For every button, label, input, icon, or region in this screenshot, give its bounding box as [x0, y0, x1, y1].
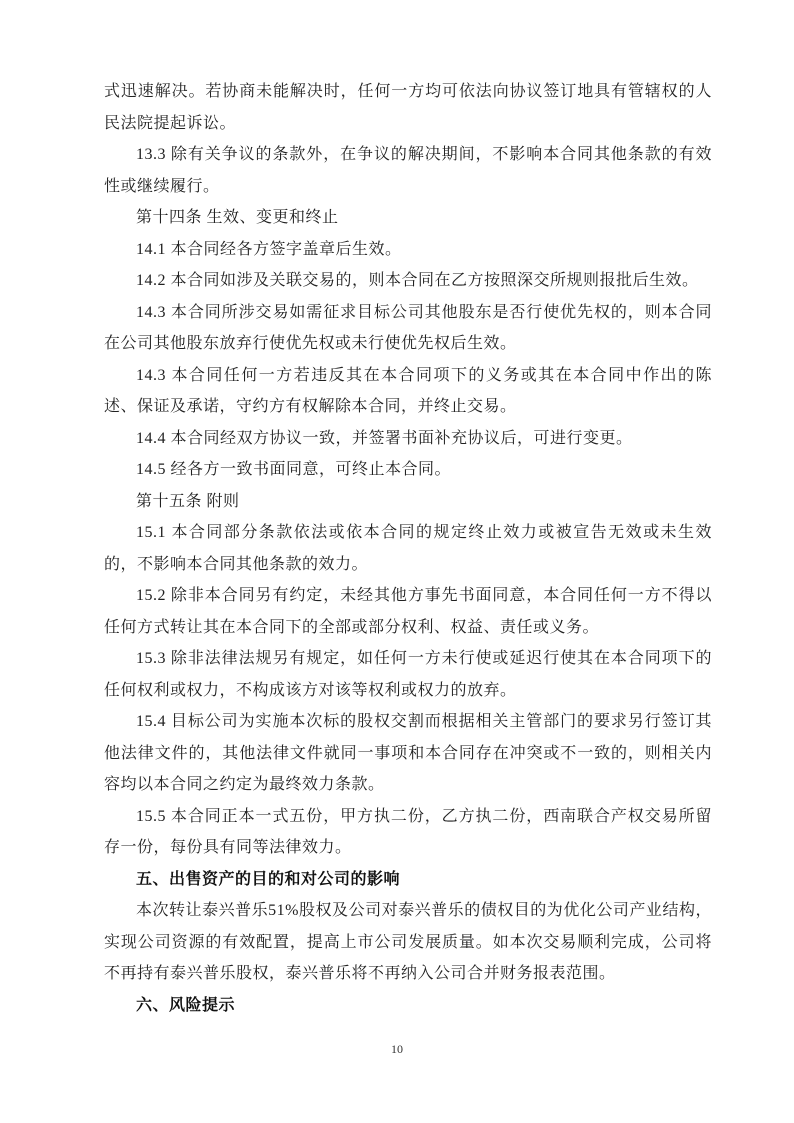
paragraph: 第十四条 生效、变更和终止 [136, 209, 339, 226]
paragraph: 14.3 本合同任何一方若违反其在本合同项下的义务或其在本合同中作出的陈述、保证及承诺，守约方有权解除本合同，并终止交易。 [104, 366, 712, 415]
paragraph: 式迅速解决。若协商未能解决时，任何一方均可依法向协议签订地具有管辖权的人民法院提起诉讼。 [104, 83, 712, 132]
paragraph: 15.5 本合同正本一式五份，甲方执二份，乙方执二份，西南联合产权交易所留存一份，每份具有同等法律效力。 [104, 807, 712, 856]
paragraph: 14.3 本合同所涉交易如需征求目标公司其他股东是否行使优先权的，则本合同在公司其他股东放弃行使优先权或未行使优先权后生效。 [104, 303, 712, 352]
paragraph: 15.3 除非法律法规另有规定，如任何一方未行使或延迟行使其在本合同项下的任何权利或权力，不构成该方对该等权利或权力的放弃。 [104, 650, 712, 699]
paragraph: 14.2 本合同如涉及关联交易的，则本合同在乙方按照深交所规则报批后生效。 [136, 272, 699, 289]
paragraph: 第十五条 附则 [136, 492, 240, 510]
paragraph: 本次转让泰兴普乐51%股权及公司对泰兴普乐的债权目的为优化公司产业结构，实现公司资源的有效配置，提高上市公司发展质量。如本次交易顺利完成，公司将不再持有泰兴普乐股权，泰兴普乐将不再纳入公司合并财务报表范围。 [104, 902, 712, 982]
paragraph: 15.2 除非本合同另有约定，未经其他方事先书面同意，本合同任何一方不得以任何方式转让其在本合同下的全部或部分权利、权益、责任或义务。 [104, 587, 712, 636]
paragraph: 14.5 经各方一致书面同意，可终止本合同。 [136, 461, 452, 478]
paragraph: 15.4 目标公司为实施本次标的股权交割而根据相关主管部门的要求另行签订其他法律文件的，其他法律文件就同一事项和本合同存在冲突或不一致的，则相关内容均以本合同之约定为最终效力条款。 [104, 713, 712, 793]
section-heading: 五、出售资产的目的和对公司的影响 [136, 870, 401, 888]
paragraph: 15.1 本合同部分条款依法或依本合同的规定终止效力或被宣告无效或未生效的，不影响本合同其他条款的效力。 [104, 524, 712, 573]
document-body [104, 76, 712, 1021]
page-footer [0, 1040, 794, 1058]
page-number: 10 [391, 1042, 403, 1056]
paragraph: 14.1 本合同经各方签字盖章后生效。 [136, 240, 402, 258]
section-heading: 六、风险提示 [136, 996, 236, 1014]
paragraph: 14.4 本合同经双方协议一致，并签署书面补充协议后，可进行变更。 [136, 429, 633, 447]
paragraph: 13.3 除有关争议的条款外，在争议的解决期间，不影响本合同其他条款的有效性或继续履行。 [104, 146, 712, 195]
